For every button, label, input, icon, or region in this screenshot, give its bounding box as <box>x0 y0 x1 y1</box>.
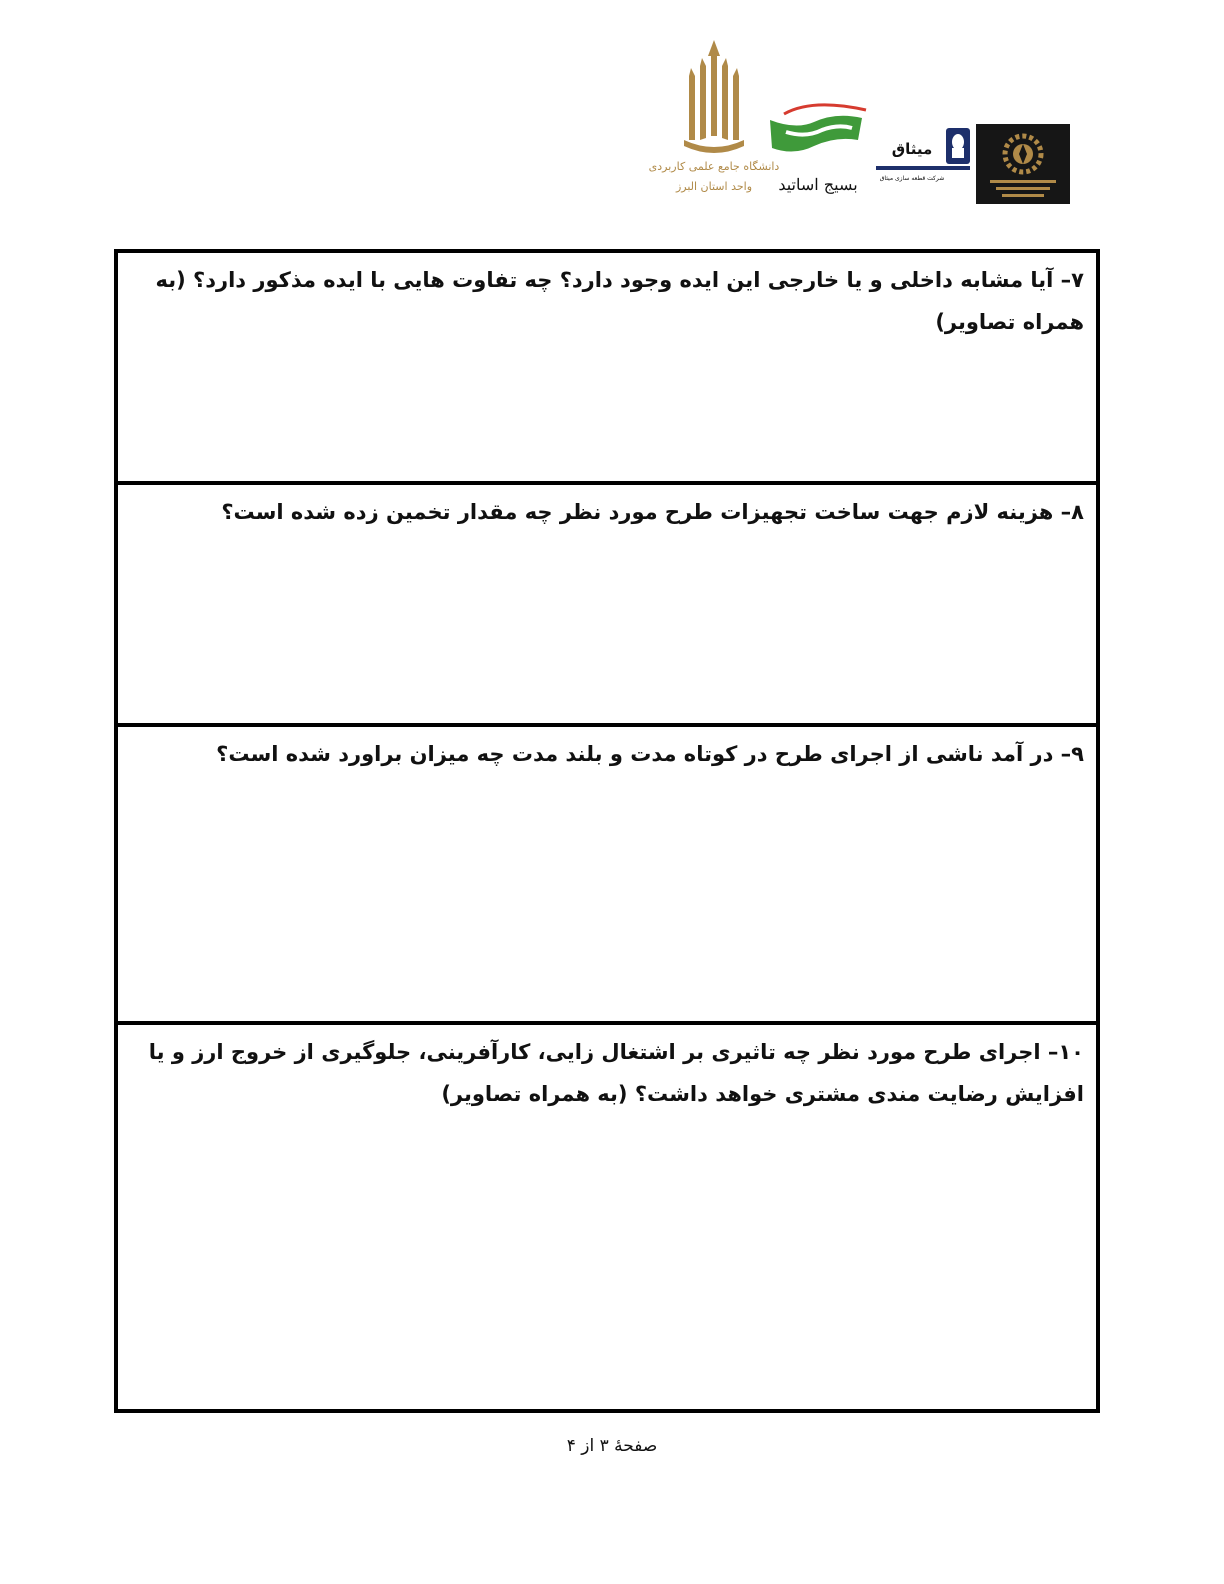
header-logos <box>648 36 1080 214</box>
question-row-7 <box>118 253 1096 485</box>
question-label: ۹– در آمد ناشی از اجرای طرح در کوتاه مدت و بلند مدت چه میزان براورد شده است؟ <box>216 742 1084 766</box>
svg-text:واحد استان البرز: واحد استان البرز <box>675 180 753 193</box>
emblem-logo <box>976 124 1070 204</box>
questions-table <box>114 249 1100 1413</box>
question-label: ۸– هزینه لازم جهت ساخت تجهیزات طرح مورد نظر چه مقدار تخمین زده شده است؟ <box>221 500 1084 524</box>
svg-text:بسیج اساتید: بسیج اساتید <box>778 175 858 194</box>
svg-text:میثاق: میثاق <box>891 140 933 158</box>
question-row-9 <box>118 727 1096 1025</box>
university-logo <box>648 36 780 208</box>
question-label: ۱۰– اجرای طرح مورد نظر چه تاثیری بر اشتغال زایی، کارآفرینی، جلوگیری از خروج ارز و یا افزایش رضایت مندی مشتری خواهد داشت؟ (به همراه تصاویر) <box>148 1040 1084 1106</box>
svg-text:شرکت قطعه سازی میثاق: شرکت قطعه سازی میثاق <box>879 175 945 182</box>
basij-logo <box>766 100 870 210</box>
question-row-10 <box>118 1025 1096 1409</box>
svg-text:دانشگاه جامع علمی کاربردی: دانشگاه جامع علمی کاربردی <box>648 160 780 173</box>
question-row-8 <box>118 485 1096 727</box>
question-label: ۷– آیا مشابه داخلی و یا خارجی این ایده وجود دارد؟ چه تفاوت هایی با ایده مذکور دارد؟ (به همراه تصاویر) <box>155 268 1084 334</box>
mithaq-logo <box>874 124 974 186</box>
page-number: صفحهٔ ۳ از ۴ <box>566 1436 658 1456</box>
